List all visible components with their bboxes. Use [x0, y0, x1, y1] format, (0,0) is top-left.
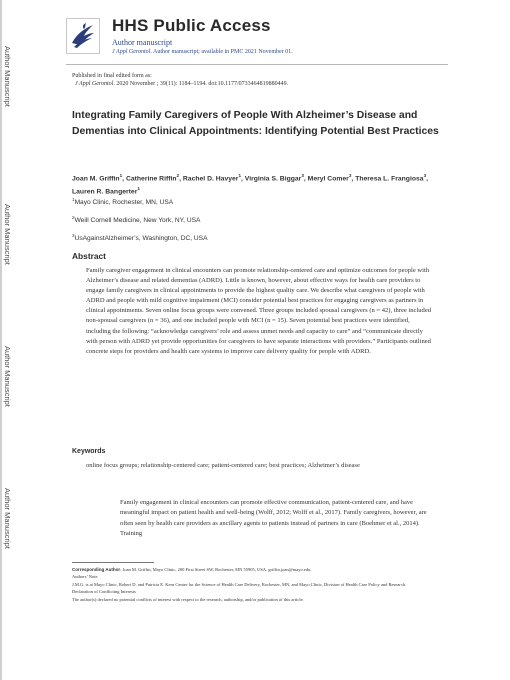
hhs-eagle-logo-icon: [66, 18, 100, 54]
article-title: Integrating Family Caregivers of People With Alzheimer’s Disease and Dementias into Clinical Appointments: Identifying Potential Best Practices: [72, 110, 439, 137]
citation-journal: J Appl Gerontol: [75, 81, 114, 88]
citation-line: [72, 80, 288, 88]
keywords-text: online focus groups; relationship-centered care; patient-centered care; best practices; Alzheimer’s disease: [86, 462, 360, 469]
abstract-heading: Abstract: [72, 251, 106, 261]
author-affiliation-mark: 3: [423, 173, 427, 178]
author-name[interactable]: Theresa L. Frangiosa: [355, 175, 424, 183]
abstract-text: Family caregiver engagement in clinical encounters can promote relationship-centered care and optimize outcomes for people with Alzheimer’s disease and related dementias (ADRD). Little is known, however, about effective ways for health care providers to engage family caregivers in clinical appointments to provide the highest quality care. We describe what caregivers of people with ADRD and people with mild cognitive impairment (MCI) consider potential best practices for engaging caregivers as partners in clinical appointments. Seven online focus groups were convened. Three groups included spousal caregivers (n = 42), three included non-spousal caregivers (n = 36), and one included people with MCI (n = 15). Seven potential best practices were identified, including the following: “acknowledge caregivers’ role and assess unmet needs and capacity to care” and “communicate directly with person with ADRD yet provide opportunities for caregivers to have separate interactions with providers.” Participants outlined concrete steps for providers and health care systems to improve care delivery quality for people with ADRD.: [86, 267, 431, 355]
sidebar-author-manuscript-label: Author Manuscript: [3, 488, 12, 549]
author-affiliation-mark: 3: [348, 173, 352, 178]
author-name[interactable]: Joan M. Griffin: [72, 175, 120, 183]
authors-note-heading: Authors’ Note: [72, 574, 98, 580]
author-manuscript-subtitle: Author manuscript: [112, 38, 173, 47]
affiliation-number: 1: [72, 197, 75, 202]
affiliation-line: [72, 197, 173, 206]
hhs-public-access-title: HHS Public Access: [112, 16, 271, 35]
affiliation-number: 3: [72, 233, 75, 238]
affiliation-text: UsAgainstAlzheimer’s, Washington, DC, USA: [74, 235, 208, 243]
header-divider: [66, 64, 448, 65]
journal-availability-line: [112, 49, 293, 55]
published-in-label: Published in final edited form as:: [72, 73, 152, 79]
sidebar-author-manuscript-label: Author Manuscript: [3, 46, 12, 107]
author-affiliation-mark: 3: [301, 173, 304, 178]
author-name[interactable]: Virginia S. Biggar: [244, 175, 302, 183]
author-name[interactable]: Lauren R. Bangerter: [72, 188, 138, 196]
author-name[interactable]: Rachel D. Havyer: [182, 175, 239, 183]
journal-abbrev: J Appl Gerontol: [112, 49, 151, 55]
affiliation-text: Mayo Clinic, Rochester, MN, USA: [74, 199, 174, 207]
footnotes: [72, 566, 442, 603]
keywords-heading: Keywords: [72, 448, 106, 455]
affiliation-number: 2: [72, 215, 75, 220]
affiliation-line: [72, 233, 207, 242]
author-affiliation-mark: 1: [238, 173, 241, 178]
author-name[interactable]: Catherine Riffin: [125, 175, 177, 183]
hhs-header: [66, 16, 456, 64]
affiliation-text: Weill Cornell Medicine, New York, NY, USA: [74, 217, 201, 225]
citation-details: . 2020 November ; 39(11): 1184–1194. doi:10.1177/0733464819880449.: [113, 81, 289, 88]
footnote-divider: [72, 562, 154, 563]
affiliation-line: [72, 215, 200, 224]
conflict-heading: Declaration of Conflicting Interests: [72, 589, 136, 595]
sidebar-author-manuscript-label: Author Manuscript: [3, 204, 12, 265]
availability-text: . Author manuscript; available in PMC 2021 November 01.: [150, 49, 293, 55]
author-list: Joan M. Griffin$^1$, Catherine Riffin$^2$, Rachel D. Havyer$^1$, Virginia S. Biggar$^3$, Meryl Comer$^3$, Theresa L. Frangiosa$^3$, Lauren R. Bangerter$^1$: [72, 173, 429, 196]
publication-note: [72, 72, 288, 88]
author-affiliation-mark: 2: [176, 173, 180, 178]
author-affiliation-mark: 1: [119, 173, 123, 178]
authors-note-text: J.M.G. is at Mayo Clinic, Robert D. and Patricia E. Kern Center for the Science of Health Care Delivery, Rochester, MN, and Mayo Clinic, Division of Health Care Policy and Research.: [72, 581, 407, 587]
body-paragraph: Family engagement in clinical encounters can promote effective communication, patient-centered care, and have meaningful impact on patient health and well-being (Wolff, 2012; Wolff et al., 2017). Family caregivers, however, are often seen by health care providers as ancillary agents to patients instead of partners in care (Boehmer et al., 2014). Training: [120, 499, 427, 537]
author-name[interactable]: Meryl Comer: [307, 175, 349, 183]
corresponding-author-label: Corresponding Author: [72, 567, 121, 572]
conflict-text: The author(s) declared no potential conflicts of interest with respect to the research, authorship, and/or publication of this article.: [72, 596, 304, 602]
sidebar-author-manuscript-label: Author Manuscript: [3, 346, 12, 407]
corresponding-author-note: [72, 566, 442, 573]
corresponding-author-text: : Joan M. Griffin, Mayo Clinic, 200 First Street SW, Rochester, MN 55905, USA. griffin.joan@mayo.edu.: [120, 567, 312, 572]
author-affiliation-mark: 1: [137, 186, 140, 192]
